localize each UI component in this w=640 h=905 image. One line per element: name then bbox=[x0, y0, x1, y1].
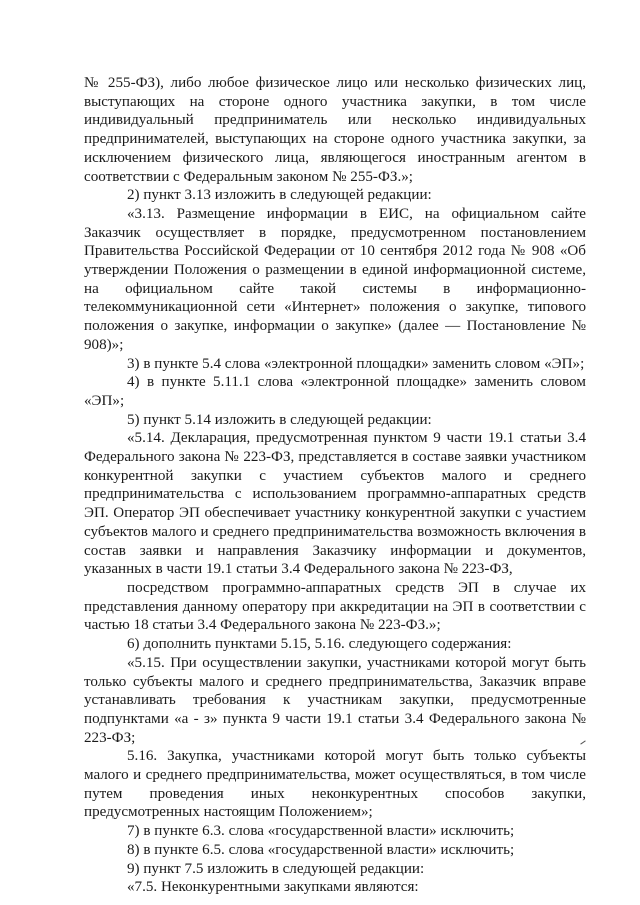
paragraph-11: 5.16. Закупка, участниками которой могут быть только субъекты малого и среднего предпринимательства, может осуществляться, в том числе путем проведения иных неконкурентных способов закупки, предусмотренных настоящим Положением»; bbox=[84, 748, 586, 821]
paragraph-10: «5.15. При осуществлении закупки, участниками которой могут быть только субъекты малого и среднего предпринимательства, Заказчик вправе устанавливать требования к участникам закупки, предусмотренные подпунктами «а - з» пункта 9 части 19.1 статьи 3.4 Федерального закона № 223-ФЗ; bbox=[84, 654, 586, 746]
document-body bbox=[84, 74, 586, 897]
paragraph-13: 8) в пункте 6.5. слова «государственной власти» исключить; bbox=[127, 841, 515, 858]
paragraph-2: 2) пункт 3.13 изложить в следующей редакции: bbox=[127, 187, 432, 204]
paragraph-9: 6) дополнить пунктами 5.15, 5.16. следующего содержания: bbox=[127, 636, 512, 653]
paragraph-12: 7) в пункте 6.3. слова «государственной власти» исключить; bbox=[127, 823, 515, 840]
paragraph-1: № 255-ФЗ), либо любое физическое лицо или несколько физических лиц, выступающих на стороне одного участника закупки, в том числе индивидуальный предприниматель или несколько индивидуальных предпринимателей, выступающих на стороне одного участника закупки, за исключением физического лица, являющегося иностранным агентом в соответствии с Федеральным законом № 255-ФЗ.»; bbox=[84, 75, 586, 185]
paragraph-15: «7.5. Неконкурентными закупками являются: bbox=[127, 879, 419, 896]
paragraph-5: 4) в пункте 5.11.1 слова «электронной площадке» заменить словом «ЭП»; bbox=[84, 374, 586, 409]
paragraph-7: «5.14. Декларация, предусмотренная пунктом 9 части 19.1 статьи 3.4 Федерального закона № 223-ФЗ, представляется в составе заявки участником конкурентной закупки с участием субъектов малого и среднего предпринимательства с использованием программно-аппаратных средств ЭП. Оператор ЭП обеспечивает участнику конкурентной закупки с участием субъектов малого и среднего предпринимательства возможность включения в состав заявки и направления Заказчику информации и документов, указанных в части 19.1 статьи 3.4 Федерального закона № 223-ФЗ, bbox=[84, 430, 586, 578]
paragraph-8: посредством программно-аппаратных средств ЭП в случае их представления данному оператору при аккредитации на ЭП в соответствии с частью 18 статьи 3.4 Федерального закона № 223-ФЗ.»; bbox=[84, 579, 586, 634]
paragraph-4: 3) в пункте 5.4 слова «электронной площадки» заменить словом «ЭП»; bbox=[127, 355, 585, 372]
paragraph-3: «3.13. Размещение информации в ЕИС, на официальном сайте Заказчик осуществляет в порядке, предусмотренном постановлением Правительства Российской Федерации от 10 сентября 2012 года № 908 «Об утверждении Положения о размещении в единой информационной системе, на официальном сайте такой системы в информационно-телекоммуникационной сети «Интернет» положения о закупке, типового положения о закупке, информации о закупке» (далее — Постановление № 908)»; bbox=[84, 205, 586, 353]
paragraph-6: 5) пункт 5.14 изложить в следующей редакции: bbox=[127, 411, 432, 428]
paragraph-14: 9) пункт 7.5 изложить в следующей редакции: bbox=[127, 860, 425, 877]
